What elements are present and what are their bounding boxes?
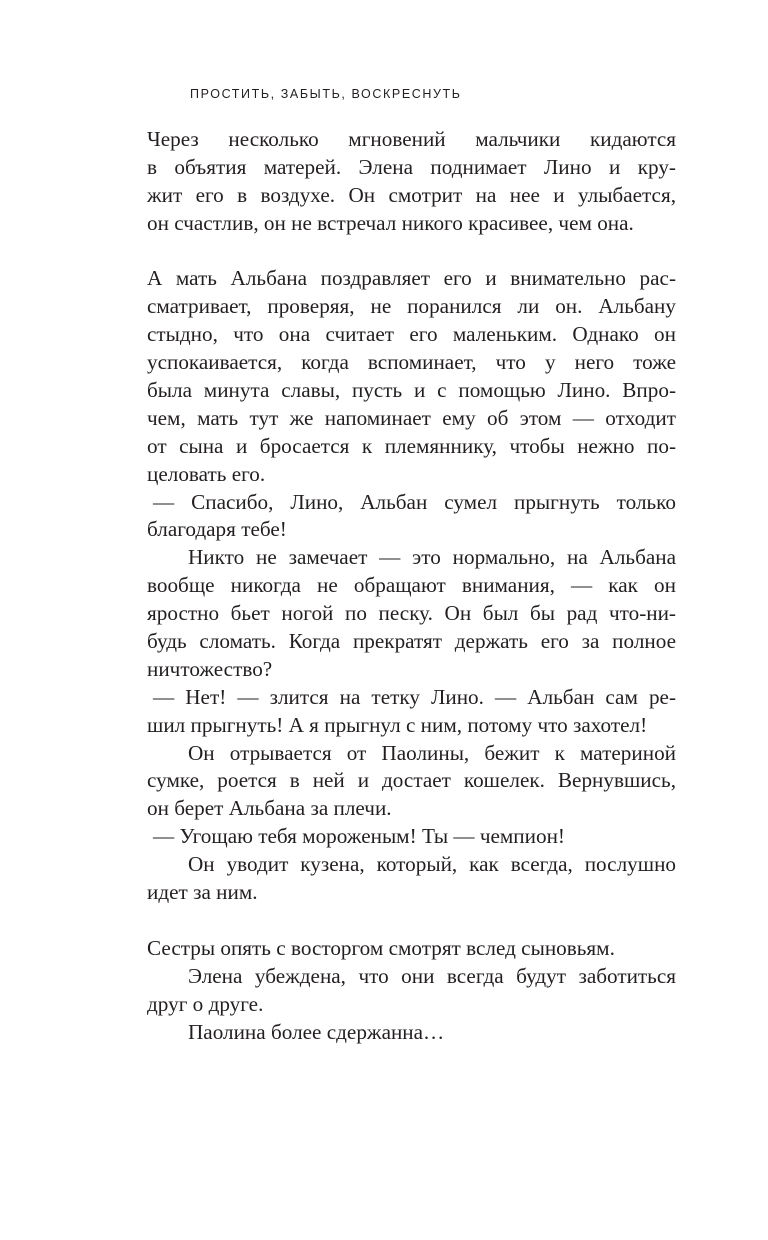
text-line: Паолина более сдержанна… <box>188 1019 445 1044</box>
body-text <box>147 126 676 1046</box>
text-line: Через несколько мгновений мальчики кидаются <box>147 127 676 151</box>
text-line: шил прыгнуть! А я прыгнул с ним, потому что захотел! <box>147 712 648 737</box>
text-line: Сестры опять с восторгом смотрят вслед сыновьям. <box>147 935 615 960</box>
text-line: сумке, роется в ней и достает кошелек. Вернувшись, <box>147 768 676 793</box>
dialogue-line: — Спасибо, Лино, Альбан сумел прыгнуть только <box>153 489 676 514</box>
text-line: успокаивается, когда вспоминает, что у него тоже <box>147 350 676 375</box>
section-break <box>147 238 676 266</box>
text-line: в объятия матерей. Элена поднимает Лино и кру- <box>147 154 676 179</box>
text-line: Никто не замечает — это нормально, на Альбана <box>188 545 676 570</box>
text-line: он счастлив, он не встречал никого красивее, чем она. <box>147 210 634 235</box>
text-line: будь сломать. Когда прекратят держать его за полное <box>147 629 676 654</box>
text-line: стыдно, что она считает его маленьким. Однако он <box>147 322 676 347</box>
text-line: благодаря тебе! <box>147 517 287 542</box>
text-line: друг о друге. <box>147 991 264 1016</box>
text-line: А мать Альбана поздравляет его и внимательно рас- <box>147 266 676 291</box>
text-line: жит его в воздухе. Он смотрит на нее и улыбается, <box>147 182 676 207</box>
text-line: идет за ним. <box>147 880 258 905</box>
text-line: Элена убеждена, что они всегда будут заботиться <box>188 963 676 988</box>
text-line: целовать его. <box>147 461 266 486</box>
section-break <box>147 907 676 935</box>
text-line: от сына и бросается к племяннику, чтобы нежно по- <box>147 433 676 458</box>
text-line: Он отрывается от Паолины, бежит к материной <box>188 740 676 765</box>
text-line: Он уводит кузена, который, как всегда, послушно <box>188 852 676 877</box>
text-line: ничтожество? <box>147 656 273 681</box>
running-header: ПРОСТИТЬ, ЗАБЫТЬ, ВОСКРЕСНУТЬ <box>190 87 462 101</box>
text-line: чем, мать тут же напоминает ему об этом — отходит <box>147 405 676 430</box>
text-line: вообще никогда не обращают внимания, — как он <box>147 573 676 598</box>
text-line: сматривает, проверяя, не поранился ли он. Альбану <box>147 294 676 319</box>
text-line: яростно бьет ногой по песку. Он был бы рад что-ни- <box>147 601 676 626</box>
dialogue-line: — Нет! — злится на тетку Лино. — Альбан сам ре- <box>153 684 676 709</box>
dialogue-line: — Угощаю тебя мороженым! Ты — чемпион! <box>153 824 565 849</box>
text-line: была минута славы, пусть и с помощью Лино. Впро- <box>147 378 676 403</box>
text-line: он берет Альбана за плечи. <box>147 796 392 821</box>
